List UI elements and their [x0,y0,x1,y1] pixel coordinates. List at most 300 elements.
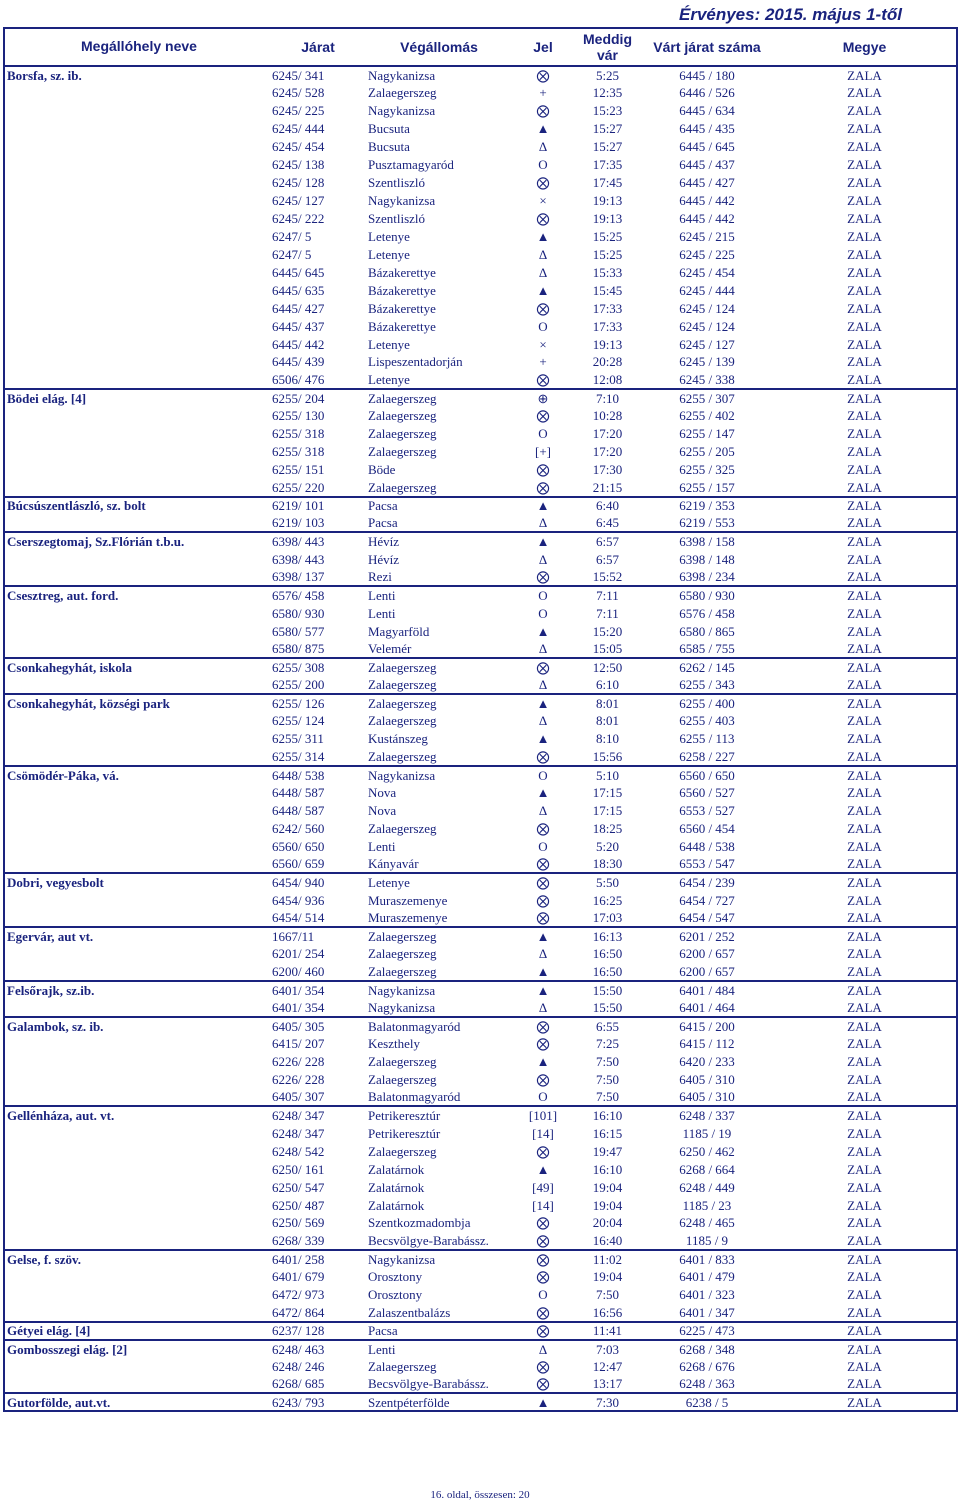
county-cell: ZALA [847,228,882,244]
wait-time-cell: 12:08 [592,371,623,387]
awaited-route-cell: 6401 / 833 [641,1250,773,1268]
destination-cell: Zalaegerszeg [366,389,512,407]
wait-time-cell: 17:15 [592,802,623,818]
destination-cell: Böde [368,462,396,478]
stop-name [4,371,270,389]
awaited-route-cell: 1185 / 19 [682,1125,732,1141]
destination-cell: Balatonmagyaród [368,1089,461,1105]
county-cell: ZALA [773,1393,957,1411]
wait-time-cell: 19:04 [592,1197,623,1213]
route-cell: 6219/ 103 [272,515,325,531]
route-cell: 6580/ 577 [272,623,325,639]
stop-name [4,84,270,102]
destination-cell: Zalaegerszeg [366,927,512,945]
wait-time-cell: 15:52 [592,569,623,585]
mark-cell: ▲ [512,981,574,999]
header-county: Megye [773,28,957,66]
awaited-route-cell: 1185 / 23 [682,1197,732,1213]
table-row [4,586,957,604]
route-cell: 6401/ 258 [270,1250,366,1268]
route-cell: 6445/ 427 [272,300,325,316]
wait-time-cell: 6:10 [595,676,620,692]
mark-cell: ⨂ [512,873,574,891]
awaited-route-cell: 6580 / 930 [641,586,773,604]
table-row [4,1268,957,1286]
destination-cell: Zalaegerszeg [368,444,437,460]
wait-time-cell: 7:50 [595,1089,620,1105]
table-row [4,210,957,228]
route-cell: 6245/ 127 [272,193,325,209]
awaited-route-cell: 6248 / 449 [679,1179,735,1195]
table-row [4,963,957,981]
mark-cell: Δ [538,551,548,567]
wait-time-cell: 19:13 [592,336,623,352]
route-cell: 6255/ 220 [272,479,325,495]
stop-name: Gombosszegi elág. [2] [4,1340,270,1358]
wait-time-cell: 6:55 [574,1017,641,1035]
route-cell: 6405/ 307 [272,1089,325,1105]
county-cell: ZALA [847,210,882,226]
table-row [4,891,957,909]
destination-cell: Orosztony [368,1287,423,1303]
stop-name: Gutorfölde, aut.vt. [4,1393,270,1411]
awaited-route-cell: 6398 / 234 [679,569,735,585]
header-destination: Végállomás [366,28,512,66]
awaited-route-cell: 6553 / 547 [679,856,735,872]
wait-time-cell: 7:03 [574,1340,641,1358]
destination-cell: Letenye [368,246,410,262]
route-cell: 6242/ 560 [272,820,325,836]
wait-time-cell: 17:15 [592,784,623,800]
route-cell: 6506/ 476 [272,371,325,387]
stop-name [4,550,270,568]
stop-name: Búcsúszentlászló, sz. bolt [4,497,270,515]
destination-cell: Letenye [366,873,512,891]
route-cell: 6237/ 128 [270,1322,366,1340]
county-cell: ZALA [847,856,882,872]
mark-cell: ⨂ [536,371,550,387]
mark-cell: ⨂ [536,1269,550,1285]
awaited-route-cell: 6553 / 527 [679,802,735,818]
stop-name [4,999,270,1017]
table-row [4,156,957,174]
mark-cell: ⨂ [536,569,550,585]
awaited-route-cell: 6454 / 239 [641,873,773,891]
stop-name [4,1088,270,1106]
table-row [4,1232,957,1250]
mark-cell: O [538,157,548,173]
awaited-route-cell: 6401 / 347 [679,1304,735,1320]
wait-time-cell: 17:45 [592,175,623,191]
table-row [4,120,957,138]
awaited-route-cell: 6445 / 435 [679,121,735,137]
mark-cell: ⨂ [536,856,550,872]
county-cell: ZALA [773,658,957,676]
awaited-route-cell: 6401 / 484 [641,981,773,999]
route-cell: 6200/ 460 [272,963,325,979]
county-cell: ZALA [847,605,882,621]
route-cell: 6245/ 444 [272,121,325,137]
wait-time-cell: 16:10 [574,1106,641,1124]
wait-time-cell: 12:47 [592,1358,623,1374]
wait-time-cell: 17:30 [592,462,623,478]
wait-time-cell: 5:20 [595,838,620,854]
mark-cell: ⨂ [512,1017,574,1035]
wait-time-cell: 15:27 [592,139,623,155]
destination-cell: Lenti [368,605,396,621]
mark-cell: Δ [538,802,548,818]
awaited-route-cell: 6454 / 547 [679,910,735,926]
mark-cell: [14] [532,1125,554,1141]
header-awaited-route: Várt járat száma [641,28,773,66]
county-cell: ZALA [847,910,882,926]
county-cell: ZALA [773,1250,957,1268]
mark-cell: × [539,193,547,209]
mark-cell: ▲ [512,497,574,515]
awaited-route-cell: 6200 / 657 [679,963,735,979]
awaited-route-cell: 6398 / 148 [679,551,735,567]
county-cell: ZALA [847,820,882,836]
destination-cell: Zalaegerszeg [368,479,437,495]
route-cell: 6445/ 635 [272,282,325,298]
destination-cell: Velemér [368,640,412,656]
stop-name [4,461,270,479]
route-cell: 6250/ 161 [272,1161,325,1177]
mark-cell: ⨂ [536,1358,550,1374]
destination-cell: Magyarföld [368,623,430,639]
destination-cell: Bucsuta [368,139,410,155]
awaited-route-cell: 6405 / 310 [679,1071,735,1087]
awaited-route-cell: 1185 / 9 [685,1232,729,1248]
wait-time-cell: 7:11 [596,605,619,621]
awaited-route-cell: 6245 / 124 [679,318,735,334]
destination-cell: Pusztamagyaród [368,157,454,173]
mark-cell: ⨂ [512,1250,574,1268]
table-row [4,873,957,891]
table-row [4,1196,957,1214]
stop-name: Dobri, vegyesbolt [4,873,270,891]
wait-time-cell: 6:57 [574,532,641,550]
route-cell: 6250/ 569 [272,1215,325,1231]
mark-cell: ⨂ [536,300,550,316]
county-cell: ZALA [773,1106,957,1124]
route-cell: 6454/ 940 [270,873,366,891]
route-cell: 6201/ 254 [272,946,325,962]
county-cell: ZALA [847,1287,882,1303]
awaited-route-cell: 6445 / 180 [679,67,735,83]
table-row [4,1250,957,1268]
awaited-route-cell: 6268 / 676 [679,1358,735,1374]
mark-cell: Δ [538,676,548,692]
wait-time-cell: 15:25 [592,246,623,262]
destination-cell: Nova [368,802,397,818]
destination-cell: Zalaegerszeg [368,963,437,979]
mark-cell: O [538,318,548,334]
county-cell: ZALA [847,193,882,209]
route-cell: 6401/ 679 [272,1269,325,1285]
mark-cell: × [539,336,547,352]
route-cell: 6401/ 354 [270,981,366,999]
awaited-route-cell: 6248 / 465 [679,1215,735,1231]
awaited-route-cell: 6250 / 462 [679,1143,735,1159]
wait-time-cell: 15:27 [592,121,623,137]
route-cell: 6226/ 228 [272,1071,325,1087]
table-row [4,801,957,819]
stop-name [4,819,270,837]
mark-cell: ⨂ [512,1322,574,1340]
destination-cell: Kustánszeg [368,731,428,747]
route-cell: 6445/ 645 [272,264,325,280]
wait-time-cell: 13:17 [592,1376,623,1392]
county-cell: ZALA [847,1071,882,1087]
route-cell: 6255/ 151 [272,462,325,478]
destination-cell: Zalatárnok [368,1161,425,1177]
county-cell: ZALA [847,1376,882,1392]
stop-name [4,138,270,156]
destination-cell: Zalaegerszeg [368,713,437,729]
stop-name: Gellénháza, aut. vt. [4,1106,270,1124]
destination-cell: Zalaegerszeg [368,676,437,692]
destination-cell: Bázakerettye [368,318,436,334]
mark-cell: ⨂ [536,1376,550,1392]
county-cell: ZALA [847,336,882,352]
mark-cell: O [538,1287,548,1303]
stop-name [4,192,270,210]
stop-name [4,317,270,335]
route-cell: 6243/ 793 [270,1393,366,1411]
destination-cell: Bucsuta [368,121,410,137]
wait-time-cell: 19:13 [592,210,623,226]
destination-cell: Pacsa [366,497,512,515]
table-row [4,1124,957,1142]
stop-name [4,174,270,192]
awaited-route-cell: 6255 / 403 [679,713,735,729]
awaited-route-cell: 6448 / 538 [679,838,735,854]
table-row [4,999,957,1017]
awaited-route-cell: 6445 / 645 [679,139,735,155]
header-mark: Jel [512,28,574,66]
destination-cell: Hévíz [366,532,512,550]
county-cell: ZALA [847,515,882,531]
wait-time-cell: 20:04 [592,1215,623,1231]
header-row [4,28,957,66]
destination-cell: Nagykanizsa [366,766,512,784]
route-cell: 6401/ 354 [272,999,325,1015]
route-cell: 6255/ 130 [272,408,325,424]
awaited-route-cell: 6255 / 147 [679,426,735,442]
mark-cell: + [539,354,547,370]
table-row [4,622,957,640]
awaited-route-cell: 6255 / 402 [679,408,735,424]
stop-name [4,210,270,228]
wait-time-cell: 17:35 [592,157,623,173]
wait-time-cell: 21:15 [592,479,623,495]
awaited-route-cell: 6262 / 145 [641,658,773,676]
stop-name [4,1232,270,1250]
route-cell: 6219/ 101 [270,497,366,515]
route-cell: 6248/ 463 [270,1340,366,1358]
table-row [4,730,957,748]
mark-cell: O [512,586,574,604]
mark-cell: O [512,766,574,784]
destination-cell: Zalaegerszeg [368,820,437,836]
route-cell: 6245/ 225 [272,103,325,119]
destination-cell: Zalatárnok [368,1179,425,1195]
stop-name: Csonkahegyhát, iskola [4,658,270,676]
route-cell: 6415/ 207 [272,1036,325,1052]
mark-cell: ▲ [536,282,550,298]
table-row [4,1304,957,1322]
awaited-route-cell: 6219 / 353 [641,497,773,515]
stop-name [4,712,270,730]
wait-time-cell: 7:50 [595,1054,620,1070]
mark-cell: ▲ [536,121,550,137]
wait-time-cell: 8:10 [595,731,620,747]
destination-cell: Balatonmagyaród [366,1017,512,1035]
route-cell: 6268/ 685 [272,1376,325,1392]
table-row [4,819,957,837]
awaited-route-cell: 6445 / 427 [679,175,735,191]
table-row [4,694,957,712]
wait-time-cell: 7:50 [595,1071,620,1087]
awaited-route-cell: 6454 / 727 [679,892,735,908]
stop-name [4,281,270,299]
county-cell: ZALA [847,963,882,979]
table-row [4,443,957,461]
route-cell: 6250/ 547 [272,1179,325,1195]
wait-time-cell: 20:28 [592,354,623,370]
destination-cell: Zalaegerszeg [368,426,437,442]
county-cell: ZALA [847,246,882,262]
awaited-route-cell: 6560 / 527 [679,784,735,800]
route-cell: 6255/ 126 [270,694,366,712]
stop-name: Bödei elág. [4] [4,389,270,407]
county-cell: ZALA [847,479,882,495]
wait-time-cell: 19:13 [592,193,623,209]
stop-name [4,1268,270,1286]
county-cell: ZALA [847,1089,882,1105]
route-cell: 6445/ 439 [272,354,325,370]
stop-name [4,855,270,873]
county-cell: ZALA [773,1340,957,1358]
route-cell: 6454/ 936 [272,892,325,908]
wait-time-cell: 16:40 [592,1232,623,1248]
destination-cell: Muraszemenye [368,910,448,926]
awaited-route-cell: 6415 / 112 [679,1036,735,1052]
destination-cell: Zalaegerszeg [368,748,437,764]
mark-cell: Δ [538,264,548,280]
wait-time-cell: 18:25 [592,820,623,836]
mark-cell: ⨂ [536,67,550,83]
stop-name: Csonkahegyhát, községi park [4,694,270,712]
awaited-route-cell: 6255 / 113 [679,731,735,747]
county-cell: ZALA [847,157,882,173]
route-cell: 6248/ 347 [272,1125,325,1141]
destination-cell: Letenye [368,228,410,244]
county-cell: ZALA [847,1232,882,1248]
page-footer: 16. oldal, összesen: 20 [430,1489,530,1501]
route-cell: 6255/ 318 [272,444,325,460]
county-cell: ZALA [847,426,882,442]
destination-cell: Petrikeresztúr [368,1125,441,1141]
route-cell: 6245/ 128 [272,175,325,191]
stop-name [4,120,270,138]
destination-cell: Keszthely [368,1036,420,1052]
awaited-route-cell: 6255 / 343 [679,676,735,692]
stop-name [4,837,270,855]
wait-time-cell: 15:25 [592,228,623,244]
destination-cell: Pacsa [366,1322,512,1340]
mark-cell: ▲ [512,1393,574,1411]
destination-cell: Letenye [368,371,410,387]
route-cell: 6448/ 538 [270,766,366,784]
route-cell: 6255/ 200 [272,676,325,692]
county-cell: ZALA [847,748,882,764]
route-cell: 1667/11 [270,927,366,945]
county-cell: ZALA [847,676,882,692]
table-row [4,837,957,855]
stop-name: Csesztreg, aut. ford. [4,586,270,604]
destination-cell: Lispeszentadorján [368,354,463,370]
county-cell: ZALA [847,1358,882,1374]
destination-cell: Zalaegerszeg [368,85,437,101]
wait-time-cell: 11:41 [574,1322,641,1340]
route-cell: 6255/ 318 [272,426,325,442]
mark-cell: Δ [538,946,548,962]
wait-time-cell: 6:45 [595,515,620,531]
destination-cell: Zalaegerszeg [368,1071,437,1087]
destination-cell: Zalaegerszeg [368,946,437,962]
route-cell: 6245/ 341 [272,67,325,83]
awaited-route-cell: 6268 / 664 [679,1161,735,1177]
table-row [4,317,957,335]
county-cell: ZALA [773,532,957,550]
awaited-route-cell: 6560 / 650 [641,766,773,784]
destination-cell: Rezi [368,569,392,585]
wait-time-cell: 16:13 [574,927,641,945]
route-cell: 6245/ 528 [272,85,325,101]
table-row [4,514,957,532]
county-cell: ZALA [773,497,957,515]
stop-name: Gelse, f. szöv. [4,1250,270,1268]
table-row [4,245,957,263]
route-cell: 6398/ 443 [270,532,366,550]
route-cell: 6248/ 542 [272,1143,325,1159]
wait-time-cell: 16:10 [592,1161,623,1177]
wait-time-cell: 16:25 [592,892,623,908]
mark-cell: ⊕ [512,389,574,407]
awaited-route-cell: 6401 / 464 [679,999,735,1015]
table-row [4,371,957,389]
mark-cell: ⨂ [536,1304,550,1320]
county-cell: ZALA [847,713,882,729]
stop-name [4,1358,270,1376]
county-cell: ZALA [847,569,882,585]
route-cell: 6448/ 587 [272,784,325,800]
stop-name [4,1178,270,1196]
county-cell: ZALA [773,389,957,407]
route-cell: 6248/ 347 [270,1106,366,1124]
wait-time-cell: 18:30 [592,856,623,872]
awaited-route-cell: 6415 / 200 [641,1017,773,1035]
stop-name [4,568,270,586]
stop-name [4,102,270,120]
wait-time-cell: 16:50 [592,946,623,962]
table-row [4,138,957,156]
destination-cell: Lenti [366,586,512,604]
route-cell: 6255/ 124 [272,713,325,729]
wait-time-cell: 15:05 [592,640,623,656]
